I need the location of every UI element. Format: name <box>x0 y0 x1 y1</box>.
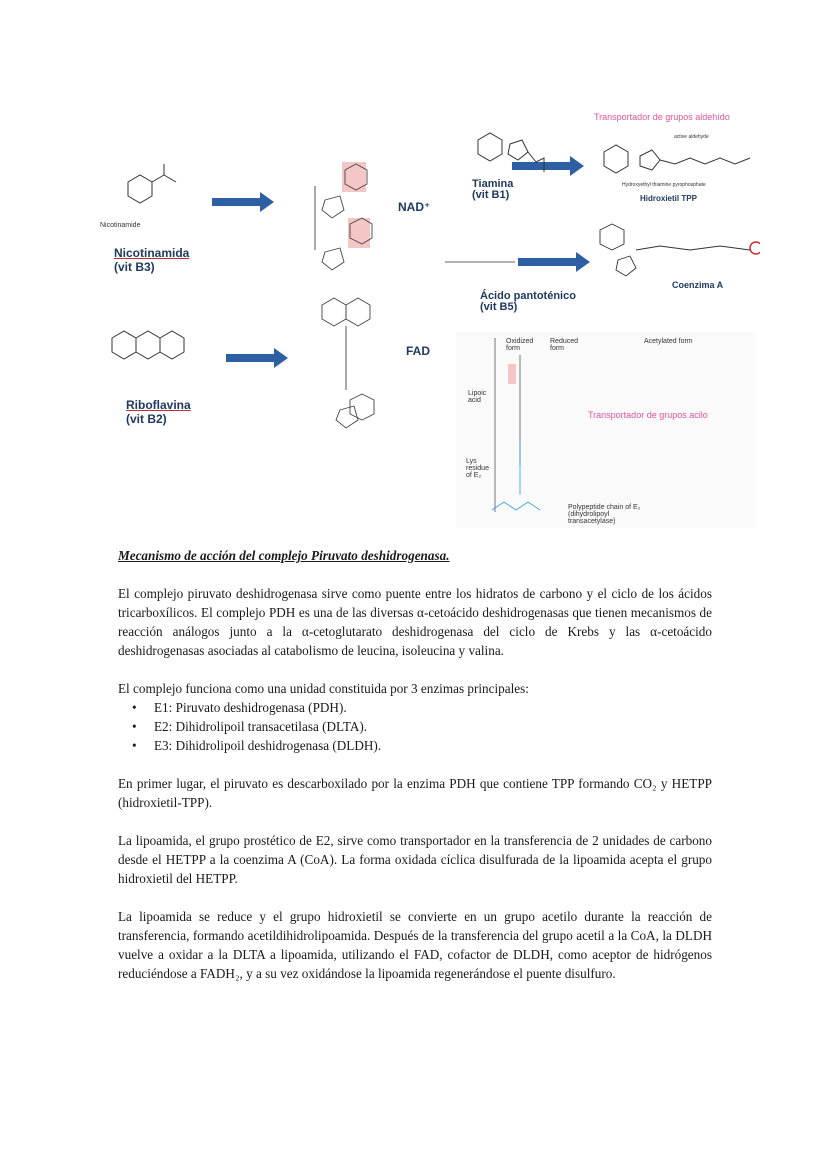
label-riboflavina: Riboflavina <box>126 398 191 412</box>
label-hetpp-small: Hydroxyethyl thiamine pyrophosphate <box>622 182 706 188</box>
nicotinamide-caption: Nicotinamide <box>100 222 141 229</box>
paragraph-5: La lipoamida se reduce y el grupo hidroxietil se convierte en un grupo acetilo durante la reacción de transferencia, formando acetildihidrolipoamida. Después de la transferencia del grupo acetil a la CoA, la DLDH vuelve a oxidar a la DLTA a lipoamida, utilizando el FAD, cofactor de DLDH, como aceptor de hidrógenos reduciéndose a FADH₂, y a su vez oxidándose la lipoamida regenerándose el puente disulfuro. <box>118 909 712 981</box>
label-vit-b5: (vit B5) <box>480 301 518 313</box>
label-reduced-form: Reduced form <box>550 338 579 352</box>
riboflavin-structure <box>112 331 184 359</box>
document-body <box>118 546 712 1002</box>
label-acetylated-form: Acetylated form <box>644 338 693 345</box>
nad-structure <box>315 162 372 270</box>
fad-structure <box>322 298 374 428</box>
label-nicotinamida: Nicotinamida <box>114 246 190 260</box>
label-tiamina: Tiamina <box>472 178 514 190</box>
list-item: • E2: Dihidrolipoil transacetilasa (DLTA). <box>154 717 712 736</box>
hetpp-structure <box>604 145 750 173</box>
label-oxidized-form: Oxidized form <box>506 338 534 352</box>
label-transportador-aldehido: Transportador de grupos aldehído <box>594 112 730 122</box>
lipoamide-structure <box>456 332 756 528</box>
label-transportador-acilo: Transportador de grupos acilo <box>588 410 708 420</box>
arrow-coa <box>518 252 590 272</box>
label-hidroxietil-tpp: Hidroxietil TPP <box>640 194 697 203</box>
arrow-nad <box>212 192 274 212</box>
enzyme-list <box>118 698 712 755</box>
label-polypeptide: Polypeptide chain of E₂ (dihydrolipoyl transacetylase) <box>568 504 641 525</box>
paragraph-4: La lipoamida, el grupo prostético de E2, sirve como transportador en la transferencia de 2 unidades de carbono desde el HETPP a la coenzima A (CoA). La forma oxidada cíclica disulfurada de la lipoamida acepta el grupo hidroxietil del HETPP. <box>118 833 712 886</box>
paragraph-3: En primer lugar, el piruvato es descarboxilado por la enzima PDH que contiene TPP formando CO₂ y HETPP (hidroxietil-TPP). <box>118 776 712 810</box>
label-active-aldehyde: active aldehyde <box>674 134 709 140</box>
label-lys-residue: Lys residue of E₂ <box>466 458 489 479</box>
structures-drawing <box>100 100 760 540</box>
paragraph-1: El complejo piruvato deshidrogenasa sirve como puente entre los hidratos de carbono y el ciclo de los ácidos tricarboxílicos. El complejo PDH es una de las diversas α-cetoácido deshidrogenasas que tienen mecanismos de reacción análogos junto a la α-cetoglutarato deshidrogenasa del ciclo de Krebs y las α-cetoácido deshidrogenasas asociadas al catabolismo de leucina, isoleucina y valina. <box>118 586 712 658</box>
label-vit-b1: (vit B1) <box>472 189 510 201</box>
label-nad: NAD⁺ <box>398 200 431 214</box>
coenzyme-a-structure <box>600 224 760 276</box>
label-coenzima-a: Coenzima A <box>672 280 724 290</box>
label-fad: FAD <box>406 344 430 358</box>
vitamin-coenzyme-figure <box>100 100 760 540</box>
label-lipoic-acid: Lipoic acid <box>468 390 487 404</box>
arrow-tpp <box>512 156 584 176</box>
list-item: • E1: Piruvato deshidrogenasa (PDH). <box>154 698 712 717</box>
nicotinamide-structure <box>128 164 176 203</box>
label-vit-b2: (vit B2) <box>126 412 167 426</box>
paragraph-2: El complejo funciona como una unidad constituida por 3 enzimas principales: <box>118 681 529 696</box>
list-item: • E3: Dihidrolipoil deshidrogenasa (DLDH). <box>154 736 712 755</box>
label-acido-pantotenico: Ácido pantoténico <box>480 290 576 302</box>
arrow-fad <box>226 348 288 368</box>
section-heading: Mecanismo de acción del complejo Piruvato deshidrogenasa. <box>118 548 450 563</box>
label-vit-b3: (vit B3) <box>114 260 155 274</box>
